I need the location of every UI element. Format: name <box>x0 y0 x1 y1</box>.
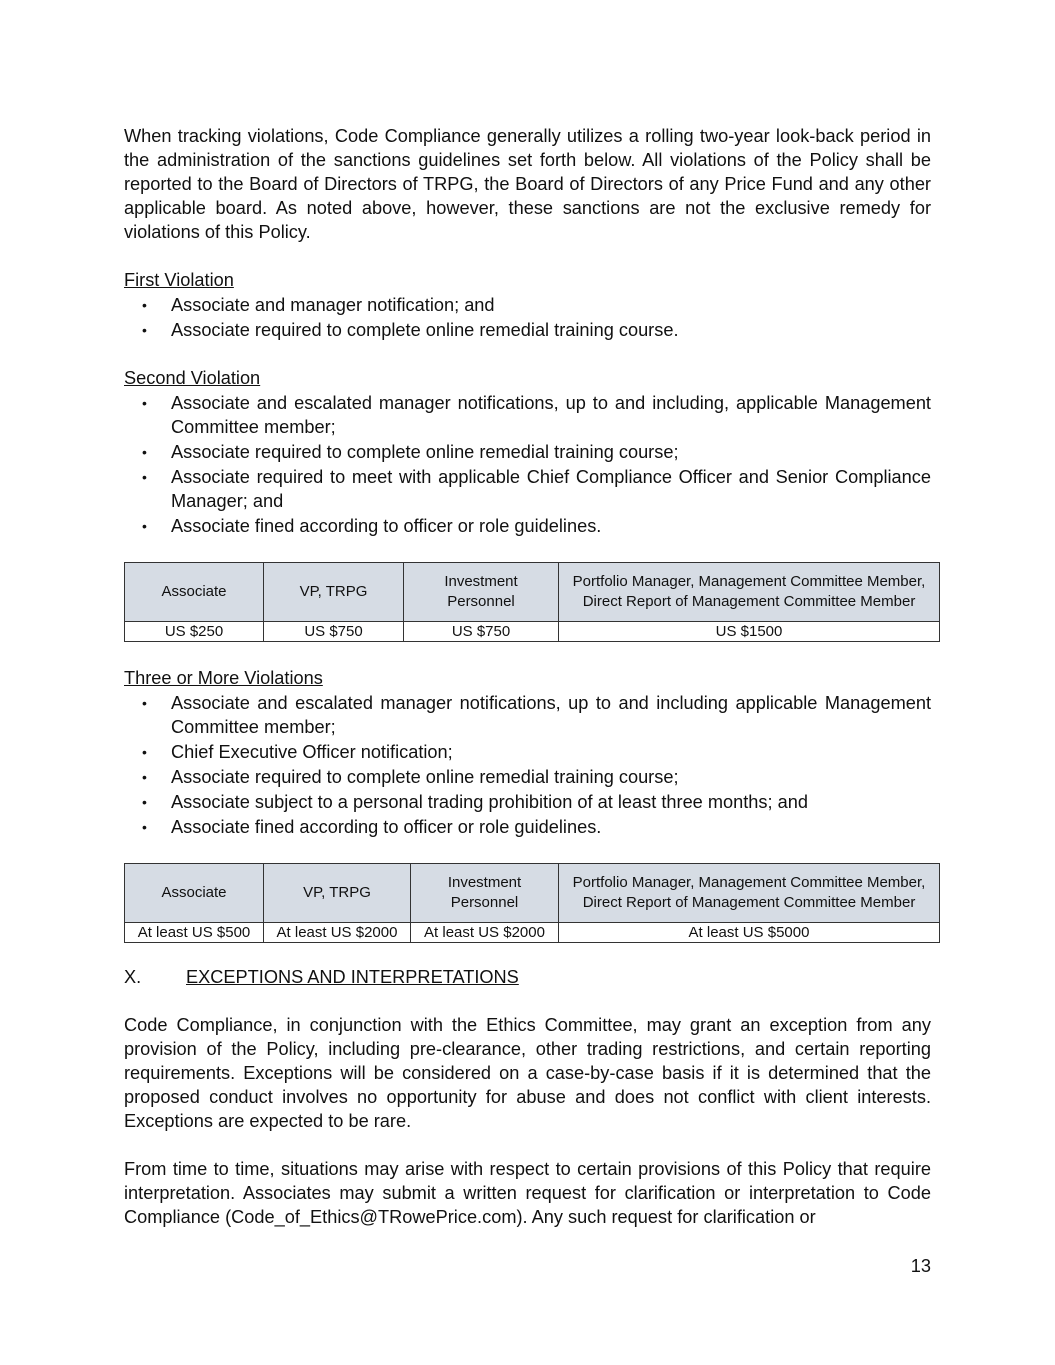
list-item: • Associate required to complete online remedial training course; <box>142 442 679 462</box>
table-header-row <box>125 563 940 622</box>
table-cell: US $750 <box>264 622 404 642</box>
bullet-icon: • <box>142 744 147 760</box>
table-header-cell: Investment Personnel <box>411 864 559 923</box>
bullet-icon: • <box>142 469 147 485</box>
table-header-cell: Associate <box>125 563 264 622</box>
bullet-icon: • <box>142 819 147 835</box>
bullet-icon: • <box>142 444 147 460</box>
list-item: • Associate and escalated manager notifications, up to and including, applicable Management Committee member; <box>142 393 931 437</box>
page-number: 13 <box>910 1256 931 1276</box>
list-item: • Associate subject to a personal trading prohibition of at least three months; and <box>142 792 808 812</box>
interpretation-paragraph: From time to time, situations may arise with respect to certain provisions of this Policy that require interpretation. Associates may submit a written request for clarification or interpretation to Code Compliance (Code_of_Ethics@TRowePrice.com). Any such request for clarification or <box>124 1159 931 1227</box>
table-row <box>125 622 940 642</box>
section-heading <box>124 965 931 989</box>
bullet-icon: • <box>142 794 147 810</box>
list-item: • Associate and escalated manager notifications, up to and including applicable Management Committee member; <box>142 693 931 737</box>
three-or-more-violations-heading: Three or More Violations <box>124 668 323 688</box>
section-title: EXCEPTIONS AND INTERPRETATIONS <box>186 967 519 987</box>
table-header-row <box>125 864 940 923</box>
list-item: • Chief Executive Officer notification; <box>142 742 453 762</box>
document-page <box>124 124 931 1229</box>
three-or-more-violations-fines-table <box>124 863 940 943</box>
bullet-icon: • <box>142 518 147 534</box>
table-header-cell: VP, TRPG <box>264 563 404 622</box>
table-row <box>125 923 940 943</box>
three-or-more-violations-list <box>124 691 931 839</box>
table-cell: US $1500 <box>559 622 940 642</box>
second-violation-list <box>124 391 931 538</box>
table-cell: At least US $2000 <box>264 923 411 943</box>
list-item: • Associate fined according to officer or role guidelines. <box>142 817 602 837</box>
first-violation-heading: First Violation <box>124 270 234 290</box>
bullet-icon: • <box>142 695 147 711</box>
list-item: • Associate and manager notification; and <box>142 295 495 315</box>
bullet-icon: • <box>142 395 147 411</box>
table-header-cell: Investment Personnel <box>404 563 559 622</box>
list-item: • Associate required to complete online remedial training course. <box>142 320 679 340</box>
intro-paragraph: When tracking violations, Code Compliance generally utilizes a rolling two-year look-back period in the administration of the sanctions guidelines set forth below. All violations of the Policy shall be reported to the Board of Directors of TRPG, the Board of Directors of any Price Fund and any other applicable board. As noted above, however, these sanctions are not the exclusive remedy for violations of this Policy. <box>124 126 931 242</box>
table-cell: At least US $5000 <box>559 923 940 943</box>
second-violation-fines-table <box>124 562 940 642</box>
list-item: • Associate required to meet with applicable Chief Compliance Officer and Senior Compliance Manager; and <box>142 467 931 511</box>
bullet-icon: • <box>142 769 147 785</box>
table-cell: US $750 <box>404 622 559 642</box>
list-item: • Associate fined according to officer or role guidelines. <box>142 516 602 536</box>
table-header-cell: Portfolio Manager, Management Committee Member, Direct Report of Management Committee Member <box>559 563 940 622</box>
table-cell: US $250 <box>125 622 264 642</box>
list-item: • Associate required to complete online remedial training course; <box>142 767 679 787</box>
table-header-cell: Portfolio Manager, Management Committee Member, Direct Report of Management Committee Member <box>559 864 940 923</box>
bullet-icon: • <box>142 297 147 313</box>
table-cell: At least US $500 <box>125 923 264 943</box>
second-violation-heading: Second Violation <box>124 368 261 388</box>
bullet-icon: • <box>142 322 147 338</box>
section-number: X. <box>124 967 142 987</box>
exceptions-paragraph: Code Compliance, in conjunction with the Ethics Committee, may grant an exception from any provision of the Policy, including pre-clearance, other trading restrictions, and certain reporting requirements. Exceptions will be considered on a case-by-case basis if it is determined that the proposed conduct involves no opportunity for abuse and does not conflict with client interests. Exceptions are expected to be rare. <box>124 1015 931 1131</box>
table-header-cell: Associate <box>125 864 264 923</box>
table-header-cell: VP, TRPG <box>264 864 411 923</box>
table-cell: At least US $2000 <box>411 923 559 943</box>
first-violation-list <box>124 293 931 342</box>
